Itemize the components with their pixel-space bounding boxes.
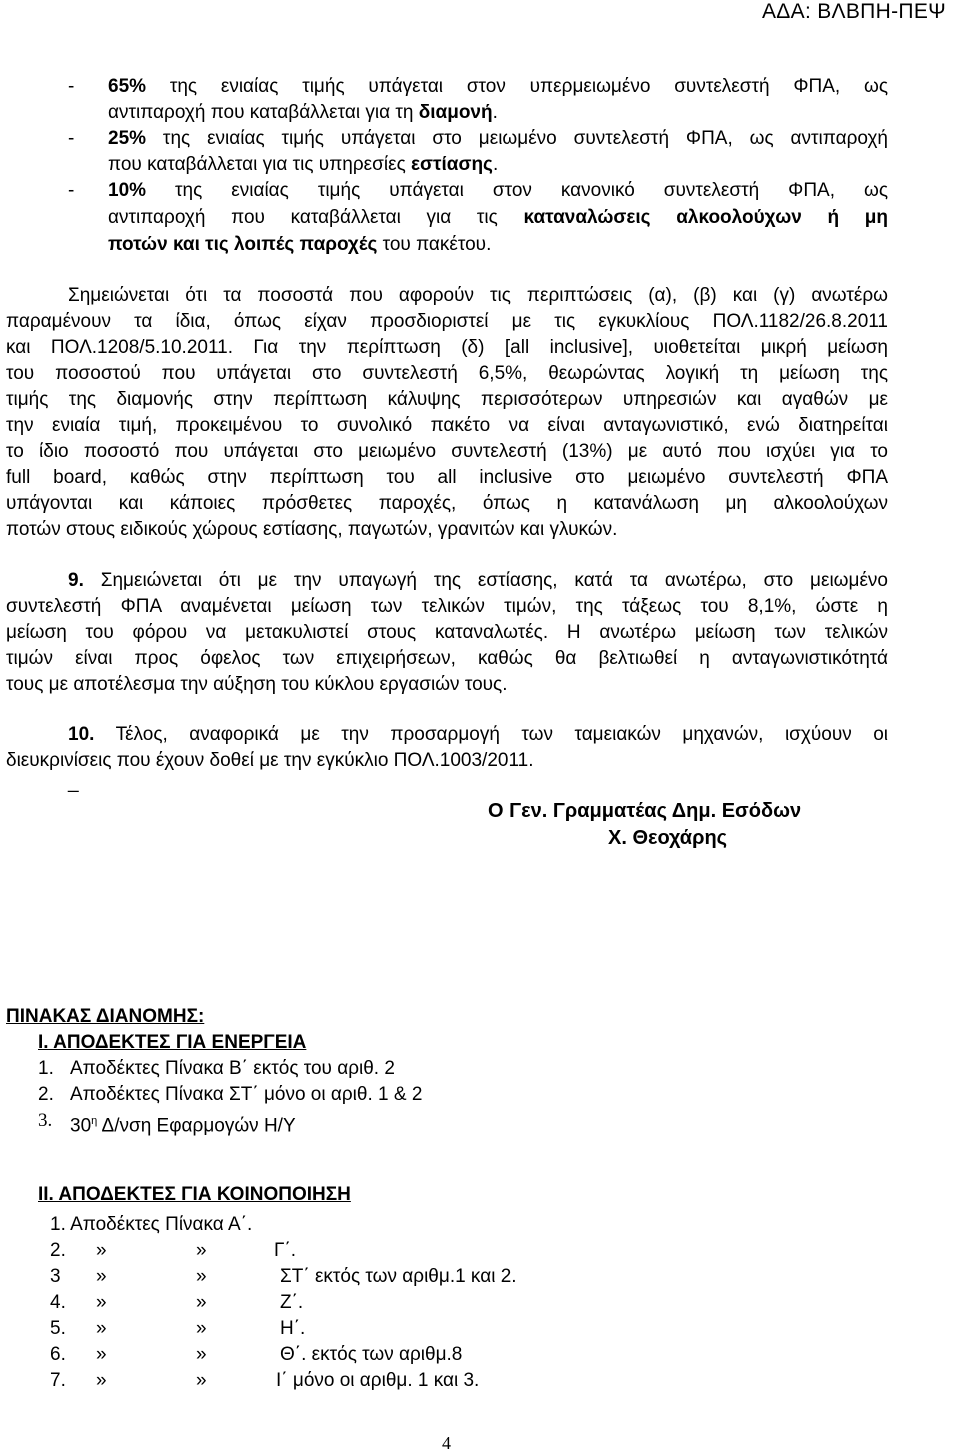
section-2-item	[50, 1264, 650, 1290]
bullet-3-bold-2: ποτών και τις λοιπές παροχές	[108, 234, 378, 255]
paragraph-line: του ποσοστού που υπάγεται στο συντελεστή 6,5%, θεωρώντας λογική τη μείωση της	[6, 363, 888, 384]
bullet-3-line-3	[108, 232, 491, 258]
ditto-mark: »	[196, 1292, 207, 1313]
item-9-text: Σημειώνεται ότι με την υπαγωγή της εστίασης, κατά τα ανωτέρω, στο μειωμένο	[83, 570, 888, 591]
section-1-item	[38, 1056, 395, 1082]
ada-header: ΑΔΑ: ΒΛΒΠΗ-ΠΕΨ	[762, 0, 946, 23]
ditto-mark: »	[196, 1370, 207, 1391]
item-superscript: η	[91, 1115, 98, 1127]
item-number: 3.	[38, 1110, 53, 1131]
item-text: Ζ΄.	[280, 1292, 304, 1313]
bullet-3-text: της ενιαίας τιμής υπάγεται στον κανονικό συντελεστή ΦΠΑ, ως	[146, 180, 888, 201]
ditto-mark: »	[96, 1370, 107, 1391]
bullet-3-line-1	[108, 178, 888, 204]
section-1-item	[38, 1108, 296, 1137]
item-9-line-1	[68, 568, 888, 594]
section-2-item	[50, 1238, 650, 1264]
section-2-heading: ΙΙ. ΑΠΟΔΕΚΤΕΣ ΓΙΑ ΚΟΙΝΟΠΟΙΗΣΗ	[38, 1184, 351, 1205]
item-9-line: μείωση του φόρου να μετακυλιστεί στους καταναλωτές. Η ανωτέρω μείωση των τελικών	[6, 622, 888, 643]
ditto-mark: »	[96, 1266, 107, 1287]
bullet-2-text: της ενιαίας τιμής υπάγεται στο μειωμένο συντελεστή ΦΠΑ, ως αντιπαροχή	[146, 128, 888, 149]
item-text: ΣΤ΄ εκτός των αριθμ.1 και 2.	[280, 1266, 517, 1287]
bullet-2-line-1	[108, 126, 888, 152]
item-text: Αποδέκτες Πίνακα ΣΤ΄ μόνο οι αριθ. 1 & 2	[70, 1084, 423, 1105]
ditto-mark: »	[96, 1318, 107, 1339]
section-2-item	[50, 1316, 650, 1342]
section-1-item	[38, 1082, 423, 1108]
item-9-line: τους με αποτέλεσμα την αύξηση του κύκλου εργασιών τους.	[6, 674, 508, 695]
section-2-item	[50, 1290, 650, 1316]
item-10-number: 10.	[68, 724, 95, 745]
item-10-line-1	[68, 722, 888, 748]
bullet-3-post: του πακέτου.	[377, 234, 492, 255]
paragraph-line: full board, καθώς στην περίπτωση του all inclusive στο μειωμένο συντελεστή ΦΠΑ	[6, 467, 888, 488]
section-2-item	[50, 1368, 650, 1394]
page-number: 4	[442, 1433, 451, 1453]
item-10-line-2: διευκρινίσεις που έχουν δοθεί με την εγκύκλιο ΠΟΛ.1003/2011.	[6, 750, 534, 771]
ditto-mark: »	[96, 1240, 107, 1261]
item-number: 5.	[50, 1318, 66, 1339]
bullet-dash: -	[68, 180, 75, 201]
bullet-2-post: .	[492, 154, 499, 175]
bullet-2-bold: εστίασης	[411, 154, 493, 175]
paragraph-line: το ίδιο ποσοστό που υπάγεται στο μειωμένο συντελεστή (13%) με αυτό που ισχύει για το	[6, 441, 888, 462]
bullet-1-post: .	[492, 102, 498, 123]
item-number: 6.	[50, 1344, 66, 1365]
item-text: Αποδέκτες Πίνακα Β΄ εκτός του αριθ. 2	[70, 1058, 395, 1079]
bullet-3-line-2	[108, 205, 888, 231]
item-number: 3	[50, 1266, 61, 1287]
item-9-number: 9.	[68, 570, 84, 591]
bullet-3-percent: 10%	[108, 180, 147, 201]
bullet-2-percent: 25%	[108, 128, 147, 149]
item-text: Ι΄ μόνο οι αριθμ. 1 και 3.	[276, 1370, 480, 1391]
bullet-1-bold: διαμονή	[418, 102, 493, 123]
bullet-dash: -	[68, 76, 75, 97]
bullet-dash: -	[68, 128, 75, 149]
ditto-mark: »	[196, 1266, 207, 1287]
section-1-heading: Ι. ΑΠΟΔΕΚΤΕΣ ΓΙΑ ΕΝΕΡΓΕΙΑ	[38, 1032, 307, 1053]
item-10-text: Τέλος, αναφορικά με την προσαρμογή των ταμειακών μηχανών, ισχύουν οι	[94, 724, 888, 745]
dash-mark: _	[68, 772, 79, 793]
bullet-3-bold: καταναλώσεις αλκοολούχων ή μη	[523, 207, 888, 228]
item-text: Η΄.	[280, 1318, 306, 1339]
paragraph-line: Σημειώνεται ότι τα ποσοστά που αφορούν τις περιπτώσεις (α), (β) και (γ) ανωτέρω	[68, 285, 888, 306]
item-number: 2.	[50, 1240, 66, 1261]
bullet-1-line-1	[108, 74, 888, 100]
bullet-1-percent: 65%	[108, 76, 147, 97]
item-9-line: συντελεστή ΦΠΑ αναμένεται μείωση των τελικών τιμών, της τάξεως του 8,1%, ώστε η	[6, 596, 888, 617]
item-text: Θ΄. εκτός των αριθμ.8	[280, 1344, 463, 1365]
paragraph-line: υπάγονται και κάποιες πρόσθετες παροχές, όπως η κατανάλωση μη αλκοολούχων	[6, 493, 888, 514]
item-number: 1.	[38, 1058, 54, 1079]
bullet-1-line-2	[108, 100, 498, 126]
item-text	[70, 1108, 296, 1139]
ditto-mark: »	[196, 1240, 207, 1261]
paragraph-line: τιμής της διαμονής στην περίπτωση κάλυψης περισσότερων υπηρεσιών και αγαθών με	[6, 389, 888, 410]
bullet-1-text-2: αντιπαροχή που καταβάλλεται για τη	[108, 102, 419, 123]
bullet-3-text-2: αντιπαροχή που καταβάλλεται για τις	[108, 207, 524, 228]
paragraph-line: και ΠΟΛ.1208/5.10.2011. Για την περίπτωση (δ) [all inclusive], υιοθετείται μικρή μείωση	[6, 337, 888, 358]
item-text: Γ΄.	[274, 1240, 297, 1261]
ditto-mark: »	[196, 1344, 207, 1365]
item-text-rest: Δ/νση Εφαρμογών Η/Υ	[97, 1115, 296, 1137]
section-2-first: 1. Αποδέκτες Πίνακα Α΄.	[50, 1214, 253, 1235]
item-number: 7.	[50, 1370, 66, 1391]
item-number: 2.	[38, 1084, 54, 1105]
paragraph-line: παραμένουν τα ίδια, όπως είχαν προσδιοριστεί με τις εγκυκλίους ΠΟΛ.1182/26.8.2011	[6, 311, 888, 332]
bullet-2-text-2: που καταβάλλεται για τις υπηρεσίες	[108, 154, 411, 175]
ditto-mark: »	[96, 1292, 107, 1313]
item-9-line: τιμών είναι προς όφελος των επιχειρήσεων, καθώς θα βελτιωθεί η ανταγωνιστικότητά	[6, 648, 888, 669]
distribution-heading: ΠΙΝΑΚΑΣ ΔΙΑΝΟΜΗΣ:	[6, 1006, 205, 1027]
paragraph-line: την ενιαία τιμή, προκειμένου το συνολικό πακέτο να είναι ανταγωνιστικό, ενώ διατηρείται	[6, 415, 888, 436]
ditto-mark: »	[96, 1344, 107, 1365]
item-text-number: 30	[70, 1115, 92, 1137]
signature-name: Χ. Θεοχάρης	[608, 827, 728, 849]
paragraph-line: ποτών στους ειδικούς χώρους εστίασης, παγωτών, γρανιτών και γλυκών.	[6, 519, 618, 540]
ditto-mark: »	[196, 1318, 207, 1339]
section-2-item	[50, 1342, 650, 1368]
bullet-2-line-2	[108, 152, 498, 178]
item-number: 4.	[50, 1292, 66, 1313]
bullet-1-text: της ενιαίας τιμής υπάγεται στον υπερμειωμένο συντελεστή ΦΠΑ, ως	[146, 76, 888, 97]
signature-title: Ο Γεν. Γραμματέας Δημ. Εσόδων	[488, 800, 802, 822]
